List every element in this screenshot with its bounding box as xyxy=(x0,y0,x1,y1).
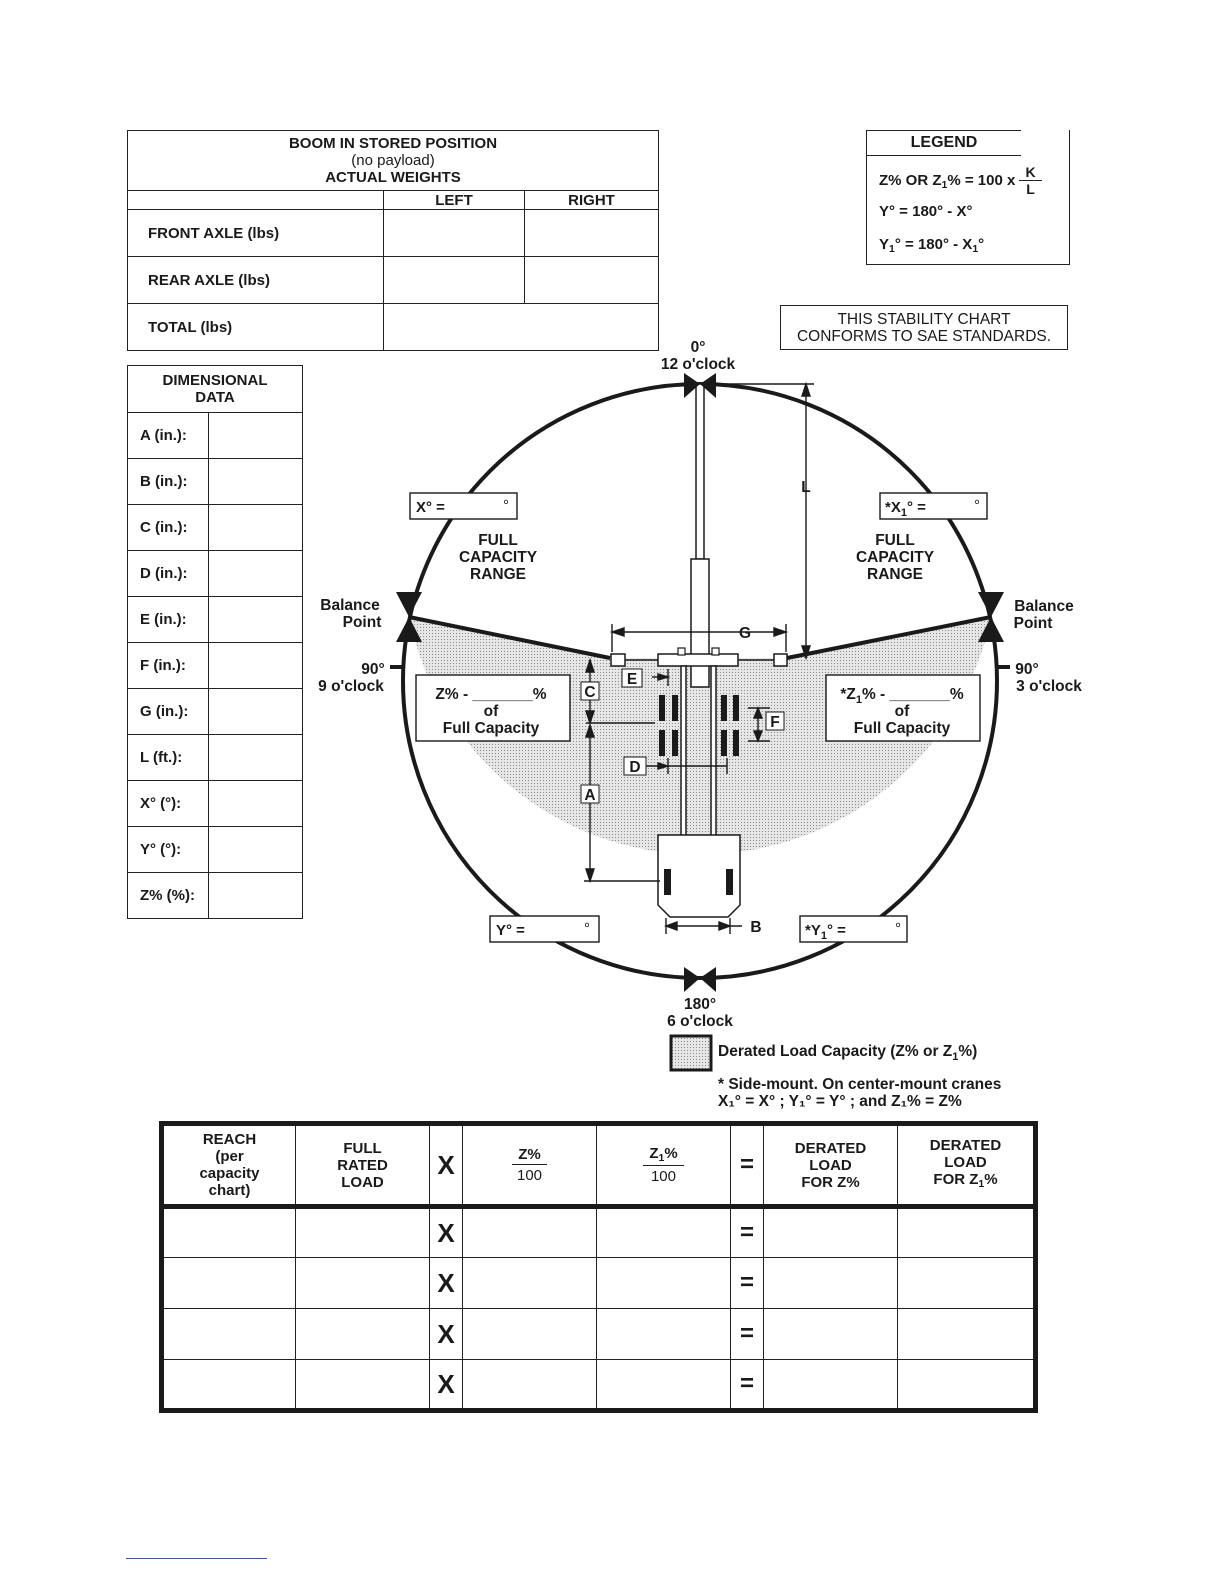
row-multiply-sign: X xyxy=(430,1360,463,1411)
balance-right-line1: Balance xyxy=(1014,598,1074,615)
reach-input[interactable] xyxy=(162,1360,296,1411)
outrigger-pad-left xyxy=(611,654,625,666)
z-den: 100 xyxy=(516,1167,543,1185)
rear-wheel xyxy=(733,695,739,721)
z-input[interactable] xyxy=(463,1258,597,1309)
dim-label-a: A (in.): xyxy=(128,413,209,459)
reach-input[interactable] xyxy=(162,1309,296,1360)
dim-label-y: Y° (°): xyxy=(128,827,209,873)
z-input[interactable] xyxy=(463,1207,597,1258)
legend-y1-sub: 1 xyxy=(889,243,895,255)
sae-note-line: THIS STABILITY CHART xyxy=(837,311,1011,328)
reach-input[interactable] xyxy=(162,1258,296,1309)
full-capacity-left-3: RANGE xyxy=(470,566,526,583)
beam-bracket-left xyxy=(678,648,685,655)
y-box-label: Y° = xyxy=(496,922,525,939)
table-row xyxy=(162,1207,1036,1258)
rear-wheel xyxy=(659,730,665,756)
derated-z1-input[interactable] xyxy=(898,1309,1036,1360)
weights-title-line: BOOM IN STORED POSITION xyxy=(288,135,498,152)
header-multiply-sign: X xyxy=(430,1124,463,1207)
x1-box-sub: 1 xyxy=(900,507,907,519)
x-box-deg: ° xyxy=(503,497,509,514)
y1-box-pre: *Y xyxy=(805,922,821,939)
header-der-z-line: FOR Z% xyxy=(801,1173,860,1191)
full-load-input[interactable] xyxy=(296,1258,430,1309)
balance-right-line2: Point xyxy=(1013,615,1053,632)
z1-num xyxy=(643,1145,683,1166)
z1-den: 100 xyxy=(650,1168,676,1186)
derated-z-input[interactable] xyxy=(764,1309,898,1360)
derated-z1-input[interactable] xyxy=(898,1360,1036,1411)
row-equals-sign: = xyxy=(731,1207,764,1258)
dim-label-b: B (in.): xyxy=(128,459,209,505)
row-multiply-sign: X xyxy=(430,1207,463,1258)
full-capacity-right-2: CAPACITY xyxy=(855,549,935,566)
legend-y1-end: ° xyxy=(978,236,985,253)
dim-label-f: F (in.): xyxy=(128,643,209,689)
rear-wheel xyxy=(733,730,739,756)
header-derated-z xyxy=(764,1124,898,1207)
z1-box-line3: Full Capacity xyxy=(853,720,951,737)
sae-note-line: CONFORMS TO SAE STANDARDS. xyxy=(796,328,1052,345)
dim-label-e-letter: E xyxy=(626,671,638,688)
key-label-text: Derated Load Capacity (Z% or Z xyxy=(718,1043,953,1060)
frame-rail-left xyxy=(681,666,686,836)
dim-g-arrow-right xyxy=(774,628,786,636)
dim-label-f-letter: F xyxy=(770,714,780,731)
weights-row-total: TOTAL (lbs) xyxy=(128,304,384,351)
legend-l: L xyxy=(1026,181,1035,197)
y1-box-deg: ° xyxy=(895,920,901,937)
dim-label-c: C (in.): xyxy=(128,505,209,551)
dim-label-g: G (in.): xyxy=(128,689,209,735)
z1-box-pre: *Z xyxy=(840,686,856,703)
header-equals-sign: = xyxy=(731,1124,764,1207)
rear-wheel xyxy=(659,695,665,721)
z1-input[interactable] xyxy=(597,1360,731,1411)
y1-box-post: ° = xyxy=(826,922,846,939)
rear-wheel xyxy=(672,695,678,721)
derated-key-swatch xyxy=(671,1036,711,1070)
legend-y1-sub2: 1 xyxy=(972,243,979,255)
z-over-100 xyxy=(512,1146,547,1184)
row-equals-sign: = xyxy=(731,1309,764,1360)
header-z-fraction xyxy=(463,1124,597,1207)
outrigger-beam xyxy=(658,654,738,666)
full-capacity-right-3: RANGE xyxy=(867,566,923,583)
derated-z-input[interactable] xyxy=(764,1207,898,1258)
left-clock-label: 9 o'clock xyxy=(318,678,384,695)
legend-formula-y: Y° = 180° - X° xyxy=(879,203,973,220)
header-derated-z1 xyxy=(898,1124,1036,1207)
marker-3-oclock-tick xyxy=(996,665,1010,669)
weights-col-right: RIGHT xyxy=(525,191,659,210)
derated-z1-input[interactable] xyxy=(898,1207,1036,1258)
dim-label-e: E (in.): xyxy=(128,597,209,643)
y1-box-sub: 1 xyxy=(820,930,827,942)
row-multiply-sign: X xyxy=(430,1258,463,1309)
z-num: Z% xyxy=(512,1146,547,1165)
full-load-input[interactable] xyxy=(296,1309,430,1360)
beam-bracket-right xyxy=(712,648,719,655)
derated-z-input[interactable] xyxy=(764,1360,898,1411)
dim-label-l-letter: L xyxy=(801,479,811,496)
dim-g-arrow-left xyxy=(612,628,624,636)
weights-col-left: LEFT xyxy=(384,191,525,210)
header-der-z1-line: DERATED xyxy=(929,1137,1002,1155)
balance-left-line1: Balance xyxy=(320,597,380,614)
table-row xyxy=(162,1360,1036,1411)
derated-z-input[interactable] xyxy=(764,1258,898,1309)
full-capacity-left-2: CAPACITY xyxy=(458,549,538,566)
z1-num-post: % xyxy=(664,1145,678,1163)
header-der-z-line: DERATED xyxy=(794,1139,867,1157)
header-full-line: FULL xyxy=(343,1139,382,1157)
boom-lower xyxy=(691,559,709,687)
x1-box-pre: *X xyxy=(885,499,901,516)
dim-a-arrow-bottom xyxy=(586,869,594,881)
dim-l-arrow-top xyxy=(802,384,810,396)
z1-box-sub: 1 xyxy=(855,694,862,706)
dim-b-arrow-right xyxy=(719,922,730,930)
x1-box-deg: ° xyxy=(974,497,980,514)
der-z1-post: % xyxy=(984,1171,998,1189)
z1-input[interactable] xyxy=(597,1309,731,1360)
x1-box-post: ° = xyxy=(906,499,926,516)
header-reach xyxy=(162,1124,296,1207)
boom-upper xyxy=(696,384,704,559)
reach-input[interactable] xyxy=(162,1207,296,1258)
dim-b-arrow-left xyxy=(666,922,677,930)
dim-label-b-letter: B xyxy=(750,919,762,936)
legend-k: K xyxy=(1019,166,1041,181)
left-degree-label: 90° xyxy=(361,661,385,678)
weights-title-line: ACTUAL WEIGHTS xyxy=(325,169,461,186)
legend-z-text: Z% OR Z xyxy=(879,171,942,189)
z1-num-pre: Z xyxy=(649,1145,659,1163)
z-box-line3: Full Capacity xyxy=(442,720,540,737)
z-box-line1: Z% - _______% xyxy=(435,686,547,703)
legend-title: LEGEND xyxy=(867,130,1021,156)
derated-load-table xyxy=(159,1121,1038,1413)
full-load-input[interactable] xyxy=(296,1207,430,1258)
row-equals-sign: = xyxy=(731,1258,764,1309)
bottom-clock-label: 6 o'clock xyxy=(667,1013,733,1030)
der-z1-pre: FOR Z xyxy=(933,1171,979,1189)
dim-label-c-letter: C xyxy=(584,684,596,701)
dim-label-x: X° (°): xyxy=(128,781,209,827)
header-full-line: RATED xyxy=(337,1156,388,1174)
weights-row-front-axle: FRONT AXLE (lbs) xyxy=(128,210,384,257)
y-box-deg: ° xyxy=(584,920,590,937)
dim-label-a-letter: A xyxy=(584,787,596,804)
footnote-line1: * Side-mount. On center-mount cranes xyxy=(718,1076,1002,1093)
footer-rule xyxy=(126,1558,267,1559)
dimensional-title-line: DATA xyxy=(195,389,235,406)
balance-left-line2: Point xyxy=(342,614,382,631)
z-box-line2: of xyxy=(483,703,499,720)
outrigger-pad-right xyxy=(774,654,787,666)
rear-wheel xyxy=(721,695,727,721)
dim-label-z: Z% (%): xyxy=(128,873,209,919)
z1-box-line2: of xyxy=(894,703,910,720)
header-der-z1-line xyxy=(898,1171,1033,1193)
header-full-rated-load xyxy=(296,1124,430,1207)
der-z1-sub: 1 xyxy=(978,1178,985,1191)
legend-y1-pre: Y xyxy=(879,236,890,253)
header-reach-line: capacity xyxy=(199,1165,260,1183)
dim-label-g-letter: G xyxy=(738,625,752,642)
marker-9-oclock-tick xyxy=(390,665,404,669)
header-reach-line: (per xyxy=(215,1148,244,1166)
dimensional-title-line: DIMENSIONAL xyxy=(162,372,268,389)
z1-num-sub: 1 xyxy=(658,1152,665,1165)
footnote-line2: X₁° = X° ; Y₁° = Y° ; and Z₁% = Z% xyxy=(718,1093,962,1110)
frame-rail-right xyxy=(711,666,716,836)
header-reach-line: REACH xyxy=(202,1131,257,1149)
dim-label-d-letter: D xyxy=(629,759,641,776)
x-box-label: X° = xyxy=(416,499,445,516)
table-row xyxy=(162,1258,1036,1309)
weights-row-rear-axle: REAR AXLE (lbs) xyxy=(128,257,384,304)
bottom-degree-label: 180° xyxy=(683,996,717,1013)
header-der-z1-line: LOAD xyxy=(944,1154,987,1172)
row-multiply-sign: X xyxy=(430,1309,463,1360)
front-wheel-right xyxy=(726,869,733,895)
right-degree-label: 90° xyxy=(1015,661,1039,678)
z1-input[interactable] xyxy=(597,1258,731,1309)
full-load-input[interactable] xyxy=(296,1360,430,1411)
header-full-line: LOAD xyxy=(341,1173,384,1191)
header-der-z-line: LOAD xyxy=(809,1156,852,1174)
weights-title-line: (no payload) xyxy=(351,152,435,169)
legend-z-mid: % = 100 x xyxy=(947,171,1016,189)
dim-label-l: L (ft.): xyxy=(128,735,209,781)
header-reach-line: chart) xyxy=(208,1182,251,1200)
rear-wheel xyxy=(672,730,678,756)
top-clock-label: 12 o'clock xyxy=(660,356,736,373)
z1-box-post: % - _______% xyxy=(861,686,964,703)
key-label-end: %) xyxy=(958,1043,978,1060)
legend-z-sub: 1 xyxy=(941,178,948,191)
dim-label-d: D (in.): xyxy=(128,551,209,597)
full-capacity-right-1: FULL xyxy=(875,532,915,549)
top-degree-label: 0° xyxy=(690,339,706,356)
front-wheel-left xyxy=(664,869,671,895)
header-z1-fraction xyxy=(597,1124,731,1207)
table-row xyxy=(162,1309,1036,1360)
full-capacity-left-1: FULL xyxy=(478,532,518,549)
legend-y1-mid: ° = 180° - X xyxy=(894,236,973,253)
row-equals-sign: = xyxy=(731,1360,764,1411)
z-input[interactable] xyxy=(463,1360,597,1411)
rear-wheel xyxy=(721,730,727,756)
z-input[interactable] xyxy=(463,1309,597,1360)
z1-over-100 xyxy=(643,1145,683,1185)
derated-z1-input[interactable] xyxy=(898,1258,1036,1309)
derated-key-label xyxy=(718,1043,977,1063)
z1-input[interactable] xyxy=(597,1207,731,1258)
key-label-sub: 1 xyxy=(952,1051,959,1063)
right-clock-label: 3 o'clock xyxy=(1016,678,1082,695)
